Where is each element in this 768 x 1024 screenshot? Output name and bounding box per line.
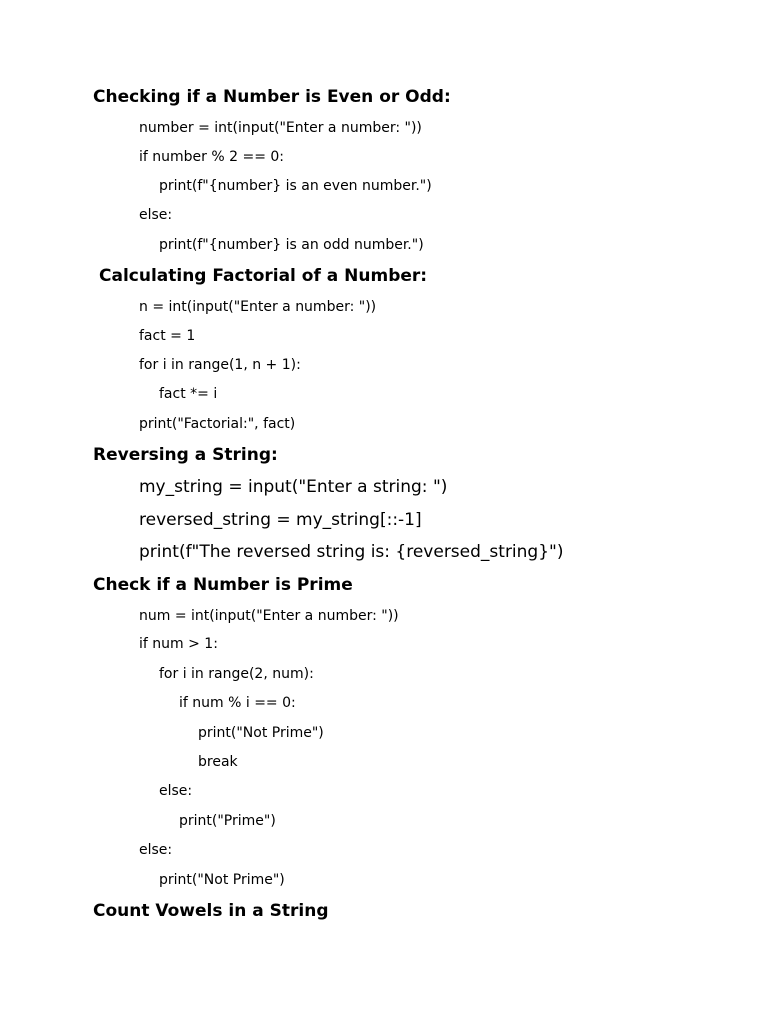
code-line: else: <box>159 783 193 799</box>
section-heading-factorial: Calculating Factorial of a Number: <box>99 266 428 286</box>
code-line: else: <box>139 842 173 858</box>
code-line: fact = 1 <box>139 328 196 344</box>
code-line: my_string = input("Enter a string: ") <box>139 477 448 497</box>
code-line: for i in range(2, num): <box>159 666 314 682</box>
code-line: if num % i == 0: <box>179 695 296 711</box>
code-line: n = int(input("Enter a number: ")) <box>139 299 377 315</box>
code-line: for i in range(1, n + 1): <box>139 357 301 373</box>
code-line: reversed_string = my_string[::-1] <box>139 510 422 530</box>
code-line: print("Factorial:", fact) <box>139 416 296 432</box>
section-heading-count-vowels: Count Vowels in a String <box>93 901 329 921</box>
code-line: else: <box>139 207 173 223</box>
code-line: print("Not Prime") <box>159 872 285 888</box>
code-line: print(f"The reversed string is: {reversed_string}") <box>139 542 564 562</box>
section-heading-even-odd: Checking if a Number is Even or Odd: <box>93 87 451 107</box>
section-heading-reverse-string: Reversing a String: <box>93 445 278 465</box>
code-line: print("Prime") <box>179 813 276 829</box>
code-line: if num > 1: <box>139 636 218 652</box>
code-line: fact *= i <box>159 386 218 402</box>
code-line: break <box>198 754 238 770</box>
code-line: print(f"{number} is an even number.") <box>159 178 432 194</box>
code-line: print("Not Prime") <box>198 725 324 741</box>
code-line: number = int(input("Enter a number: ")) <box>139 120 422 136</box>
code-line: if number % 2 == 0: <box>139 149 285 165</box>
code-line: print(f"{number} is an odd number.") <box>159 237 424 253</box>
section-heading-prime: Check if a Number is Prime <box>93 575 353 595</box>
code-line: num = int(input("Enter a number: ")) <box>139 608 399 624</box>
